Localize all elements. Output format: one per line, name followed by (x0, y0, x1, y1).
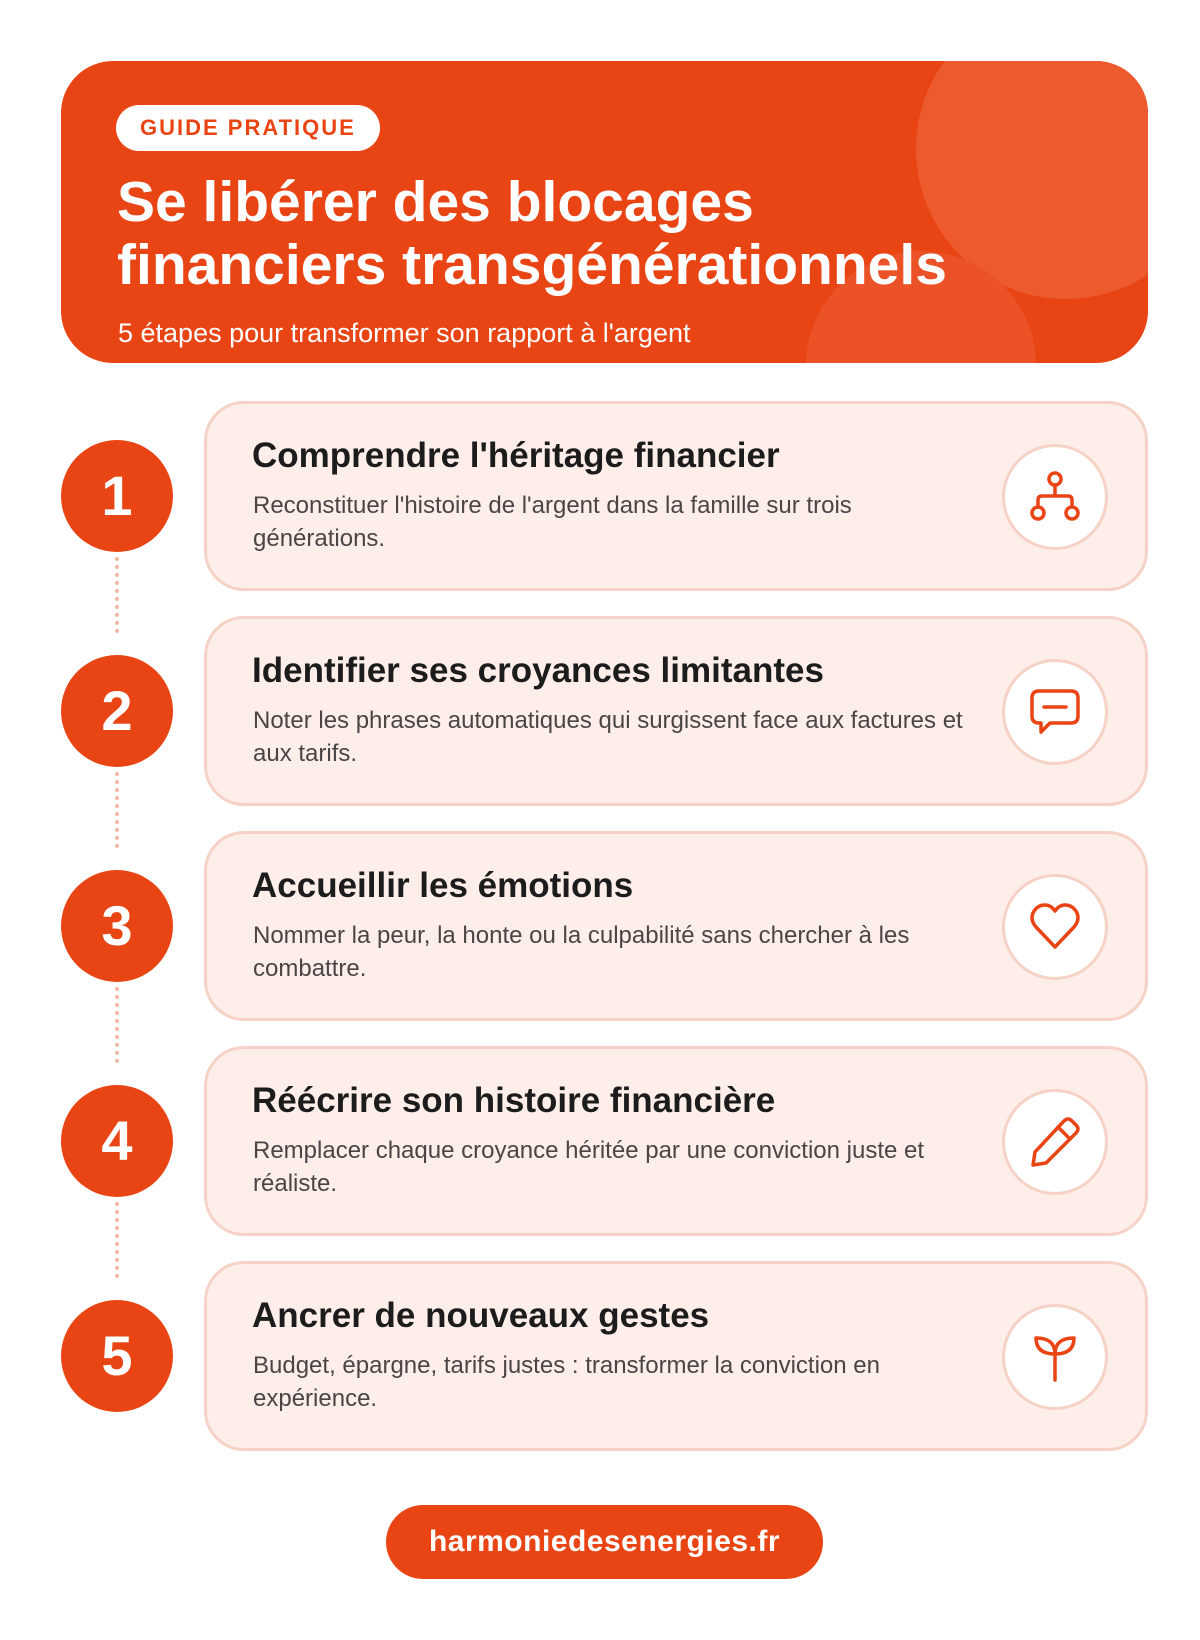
timeline-connector (115, 772, 119, 848)
step-number-badge: 5 (61, 1300, 173, 1412)
timeline-connector (115, 557, 119, 633)
header-banner (61, 61, 1148, 363)
page-title (117, 171, 1017, 297)
step-title: Identifier ses croyances limitantes (252, 651, 824, 690)
step-card (204, 401, 1148, 591)
timeline-connector (115, 1202, 119, 1278)
step-description: Remplacer chaque croyance héritée par une conviction juste et réaliste. (253, 1137, 925, 1197)
website-link[interactable]: harmoniedesenergies.fr (386, 1505, 823, 1579)
sprout-icon (1002, 1304, 1108, 1410)
pencil-icon (1002, 1089, 1108, 1195)
guide-badge: GUIDE PRATIQUE (116, 105, 380, 151)
page-title-line-2: financiers transgénérationnels (117, 233, 947, 297)
step-description: Budget, épargne, tarifs justes : transformer la conviction en expérience. (253, 1352, 880, 1412)
page-title-line-1: Se libérer des blocages (117, 170, 754, 234)
family-tree-icon (1002, 444, 1108, 550)
step-number-badge: 2 (61, 655, 173, 767)
step-title: Ancrer de nouveaux gestes (252, 1296, 710, 1335)
step-number-badge: 1 (61, 440, 173, 552)
step-description: Nommer la peur, la honte ou la culpabilité sans chercher à les combattre. (253, 922, 910, 982)
timeline-connector (115, 987, 119, 1063)
step-description: Noter les phrases automatiques qui surgissent face aux factures et aux tarifs. (253, 707, 963, 767)
step-description: Reconstituer l'histoire de l'argent dans la famille sur trois générations. (253, 492, 852, 552)
heart-icon (1002, 874, 1108, 980)
speech-bubble-icon (1002, 659, 1108, 765)
step-title: Comprendre l'héritage financier (252, 436, 780, 475)
step-number-badge: 4 (61, 1085, 173, 1197)
step-card (204, 1046, 1148, 1236)
step-card (204, 831, 1148, 1021)
step-card (204, 1261, 1148, 1451)
step-number-badge: 3 (61, 870, 173, 982)
step-card (204, 616, 1148, 806)
step-title: Accueillir les émotions (252, 866, 634, 905)
page-subtitle: 5 étapes pour transformer son rapport à l'argent (118, 318, 691, 348)
step-title: Réécrire son histoire financière (252, 1081, 776, 1120)
